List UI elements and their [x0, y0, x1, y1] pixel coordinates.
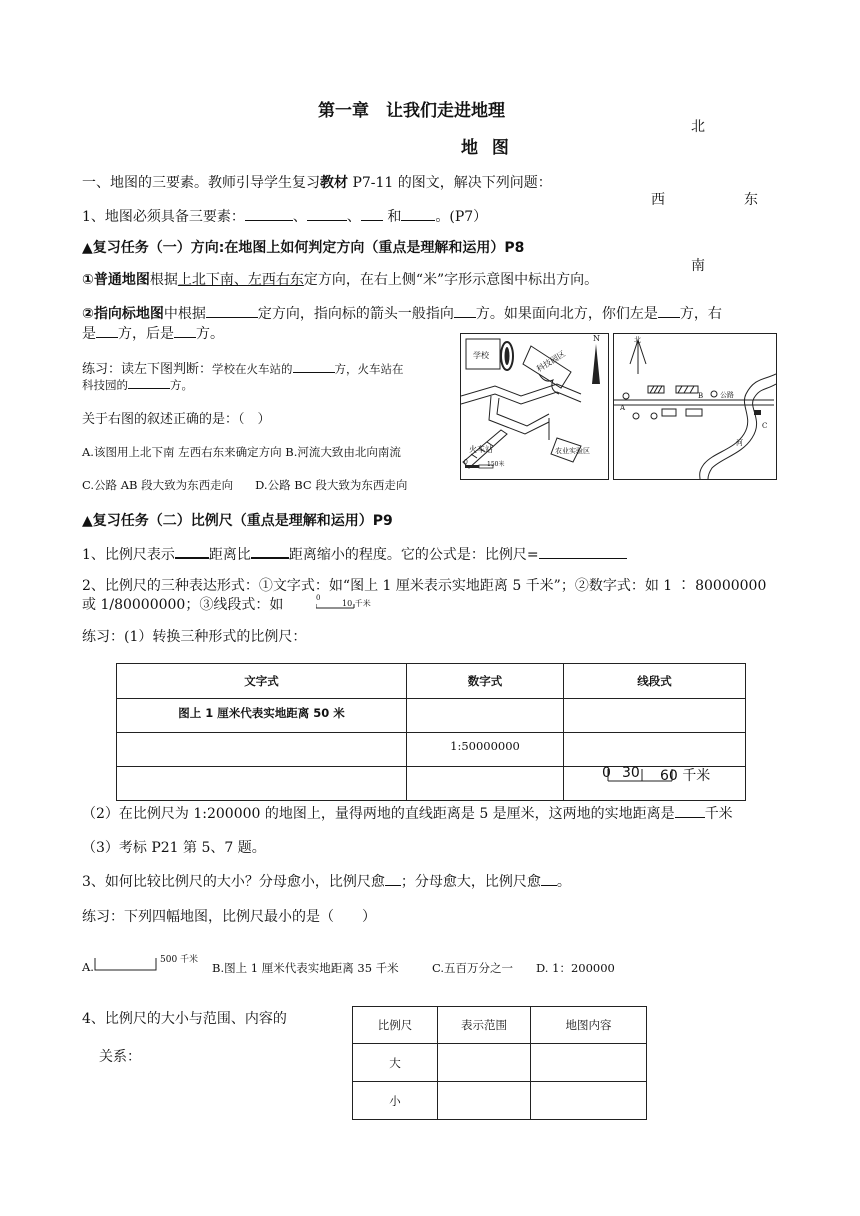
- scale-label: 30: [622, 765, 640, 781]
- scale-label: 0: [602, 765, 611, 781]
- table-cell-blank[interactable]: [438, 1044, 531, 1082]
- answer-blank[interactable]: [658, 303, 680, 318]
- table-header: 表示范围: [438, 1007, 531, 1044]
- option-a-line-scale: [94, 952, 216, 972]
- task2-practice4: 练习：下列四幅地图，比例尺最小的是（ ）: [82, 909, 376, 925]
- map-label-a: A: [620, 404, 626, 412]
- table-cell: 图上 1 厘米代表实地距离 50 米: [117, 699, 407, 733]
- north-arrow-icon: N: [593, 334, 600, 343]
- table-cell-blank[interactable]: [438, 1082, 531, 1120]
- section-title: 地 图: [461, 138, 513, 158]
- task1-question: 关于右图的叙述正确的是：（ ）: [82, 412, 271, 427]
- table-cell-blank[interactable]: [117, 733, 407, 767]
- part1-intro: 一、地图的三要素。教师引导学生复习教材 P7-11 的图文，解决下列问题：: [82, 175, 552, 191]
- table-cell-blank[interactable]: [407, 767, 564, 801]
- task2-practice1: 练习：(1）转换三种形式的比例尺：: [82, 629, 307, 645]
- map-scale-start: 0: [464, 459, 468, 466]
- answer-blank[interactable]: [128, 377, 170, 389]
- answer-blank[interactable]: [96, 323, 118, 338]
- scale-label: 60 千米: [660, 768, 711, 784]
- answer-blank[interactable]: [401, 206, 435, 221]
- scale-end: 10 千米: [342, 599, 371, 608]
- task1-heading: ▲复习任务（一）方向:在地图上如何判定方向（重点是理解和运用）P8: [82, 240, 525, 256]
- answer-blank[interactable]: [675, 803, 705, 818]
- map-label-road: 公路: [720, 391, 734, 399]
- map-label-farm: 农业实验区: [555, 447, 590, 455]
- map-label-river: 河: [736, 439, 743, 447]
- table-header: 数字式: [407, 664, 564, 699]
- campus-map: [460, 333, 609, 480]
- task2-option-a-prefix: A.: [82, 960, 94, 974]
- table-cell-blank[interactable]: [564, 733, 746, 767]
- answer-blank[interactable]: [385, 871, 401, 886]
- compass-south: 南: [691, 258, 705, 274]
- task2-option-d: D. 1：200000: [536, 961, 615, 975]
- scale-conversion-table: [116, 663, 746, 801]
- task2-q3: 3、如何比较比例尺的大小？分母愈小，比例尺愈 ；分母愈大，比例尺愈 。: [82, 871, 571, 891]
- task2-practice2: （2）在比例尺为 1:200000 的地图上，量得两地的直线距离是 5 是厘米，这两地的实地距离是 千米: [82, 803, 733, 823]
- compass-north: 北: [691, 119, 705, 135]
- task1-practice-line2: 科技园的 方。: [82, 378, 193, 392]
- answer-blank[interactable]: [245, 206, 293, 221]
- task1-line1: ①普通地图根据上北下南、左西右东定方向，在右上侧“米”字形示意图中标出方向。: [82, 272, 599, 288]
- map-scale-end: 150米: [487, 461, 505, 468]
- table-header: 线段式: [564, 664, 746, 699]
- answer-blank[interactable]: [541, 871, 557, 886]
- answer-blank[interactable]: [206, 303, 258, 318]
- scale-start: 0: [316, 594, 321, 602]
- compass-east: 东: [744, 192, 758, 208]
- river-map: [613, 333, 777, 480]
- compass-west: 西: [651, 192, 665, 208]
- map-label-station: 火车站: [469, 445, 493, 454]
- table-cell: 1:50000000: [407, 733, 564, 767]
- table-cell: 大: [353, 1044, 438, 1082]
- answer-blank[interactable]: [307, 206, 347, 221]
- scale-relation-table: [352, 1006, 647, 1120]
- chapter-title: 第一章 让我们走进地理: [318, 101, 505, 121]
- table-header: 比例尺: [353, 1007, 438, 1044]
- task2-q4-line2: 关系：: [99, 1049, 141, 1065]
- table-cell-scale: [564, 767, 746, 801]
- table-cell-blank[interactable]: [407, 699, 564, 733]
- table-header: 文字式: [117, 664, 407, 699]
- north-arrow-icon: 北: [634, 336, 641, 344]
- line-scale-30-60: [602, 765, 722, 785]
- map-label-park: 科技园区: [535, 349, 567, 374]
- task1-option-cd: C.公路 AB 段大致为东西走向 D.公路 BC 段大致为东西走向: [82, 478, 408, 492]
- answer-blank[interactable]: [251, 543, 289, 559]
- answer-blank[interactable]: [454, 303, 476, 318]
- answer-blank[interactable]: [174, 323, 196, 338]
- line-scale-example: [316, 594, 376, 612]
- task2-practice3: （3）考标 P21 第 5、7 题。: [82, 840, 266, 856]
- table-cell-blank[interactable]: [531, 1082, 647, 1120]
- task2-q2-line2: 或 1/80000000；③线段式：如: [82, 597, 284, 613]
- table-cell-blank[interactable]: [531, 1044, 647, 1082]
- task1-line2: ②指向标地图中根据 定方向，指向标的箭头一般指向 方。如果面向北方，你们左是 方，右: [82, 303, 722, 323]
- map-label-b: B: [698, 392, 704, 400]
- answer-blank[interactable]: [361, 206, 383, 221]
- task2-q2-line1: 2、比例尺的三种表达形式：①文字式：如“图上 1 厘米表示实地距离 5 千米”；②数字式：如 1 ∶ 80000000: [82, 578, 767, 594]
- map-label-school: 学校: [473, 351, 489, 360]
- part1-question: 1、地图必须具备三要素： 、 、 和 。(P7）: [82, 206, 487, 226]
- task1-line3: 是 方，后是 方。: [82, 323, 224, 343]
- table-cell: 小: [353, 1082, 438, 1120]
- table-header: 地图内容: [531, 1007, 647, 1044]
- answer-blank[interactable]: [539, 544, 627, 559]
- map-label-c: C: [762, 422, 768, 430]
- task2-q4-line1: 4、比例尺的大小与范围、内容的: [82, 1011, 287, 1027]
- scale-label: 500 千米: [160, 955, 199, 965]
- answer-blank[interactable]: [175, 543, 209, 559]
- task1-practice-line1: 练习：读左下图判断：学校在火车站的 方，火车站在: [82, 362, 404, 377]
- table-cell-blank[interactable]: [117, 767, 407, 801]
- task2-heading: ▲复习任务（二）比例尺（重点是理解和运用）P9: [82, 513, 393, 529]
- answer-blank[interactable]: [293, 361, 335, 373]
- task2-option-b: B.图上 1 厘米代表实地距离 35 千米: [212, 961, 399, 975]
- table-cell-blank[interactable]: [564, 699, 746, 733]
- task2-option-c: C.五百万分之一: [432, 961, 514, 975]
- task1-option-ab: A.该图用上北下南 左西右东来确定方向 B.河流大致由北向南流: [82, 445, 401, 459]
- task2-q1: 1、比例尺表示 距离比 距离缩小的程度。它的公式是：比例尺=: [82, 543, 627, 564]
